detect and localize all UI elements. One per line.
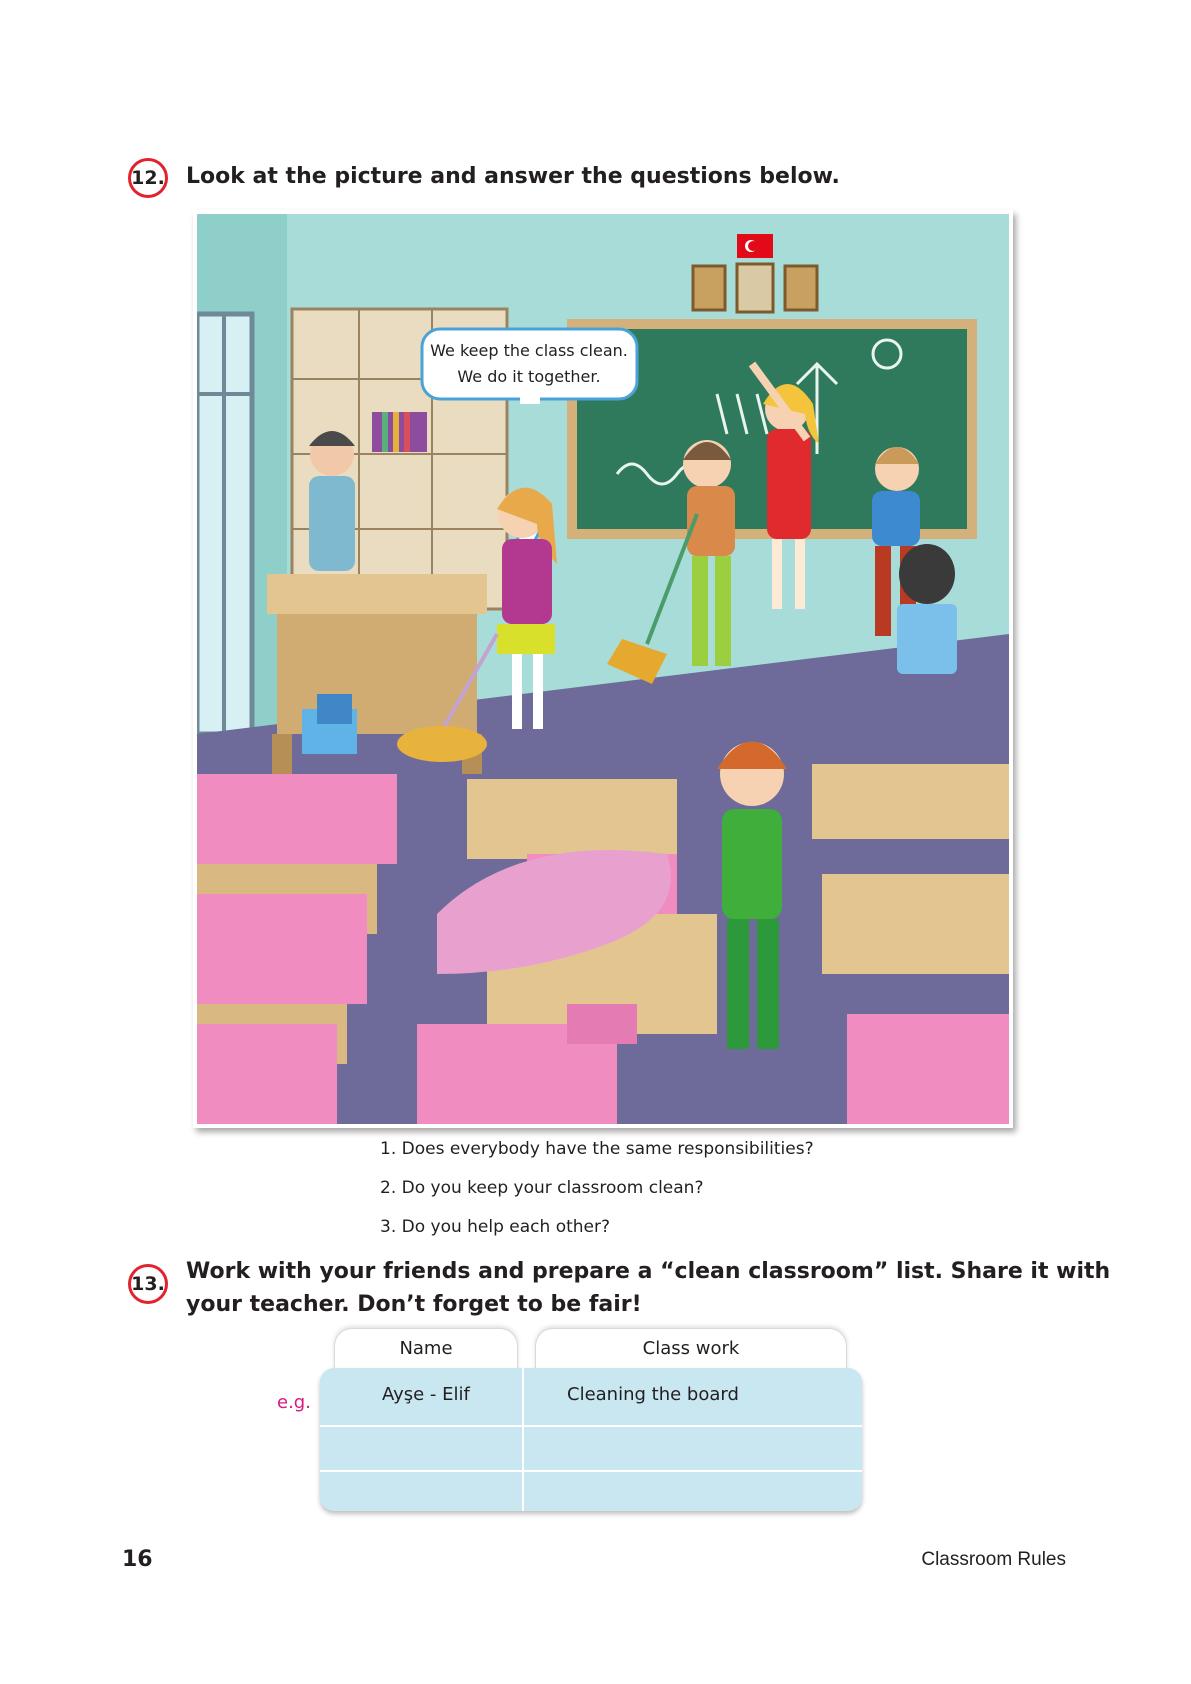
exercise-instruction-line-2: your teacher. Don’t forget to be fair! <box>186 1292 642 1317</box>
table-row-divider <box>320 1470 862 1472</box>
example-label: e.g. <box>277 1392 311 1413</box>
question-1: 1. Does everybody have the same responsibilities? <box>380 1139 814 1159</box>
turkish-flag <box>737 234 773 258</box>
clean-classroom-table <box>320 1368 862 1511</box>
table-column-divider <box>522 1368 524 1511</box>
exercise-number-badge: 13. <box>128 1264 168 1304</box>
table-row-divider <box>320 1425 862 1427</box>
window <box>197 314 252 734</box>
speech-bubble-line-2: We do it together. <box>457 367 601 386</box>
table-header-name: Name <box>334 1328 518 1379</box>
page-number: 16 <box>122 1547 153 1572</box>
question-3: 3. Do you help each other? <box>380 1217 611 1237</box>
table-header-class-work: Class work <box>535 1328 847 1379</box>
speech-bubble-line-1: We keep the class clean. <box>430 341 628 360</box>
portraits <box>693 264 817 312</box>
teacher-figure <box>309 431 355 571</box>
section-title: Classroom Rules <box>921 1549 1066 1570</box>
exercise-instruction: Look at the picture and answer the questions below. <box>186 164 840 189</box>
table-cell-class-work: Cleaning the board <box>567 1384 739 1405</box>
classroom-illustration <box>193 210 1013 1128</box>
exercise-number-badge: 12. <box>128 158 168 198</box>
question-2: 2. Do you keep your classroom clean? <box>380 1178 704 1198</box>
table-cell-name: Ayşe - Elif <box>382 1384 470 1405</box>
exercise-instruction-line-1: Work with your friends and prepare a “clean classroom” list. Share it with <box>186 1259 1111 1284</box>
